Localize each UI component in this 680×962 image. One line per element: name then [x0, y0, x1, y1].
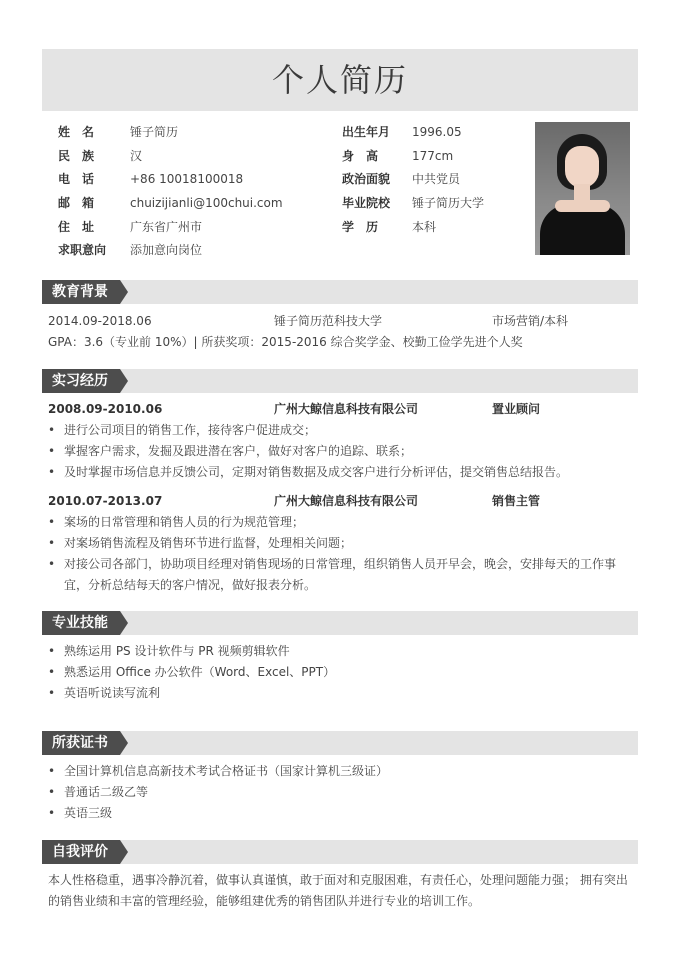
- info-label: 身 高: [342, 149, 379, 163]
- section-header-internship: [42, 369, 638, 393]
- section-title: 专业技能: [42, 611, 120, 635]
- info-label: 邮 箱: [58, 196, 95, 210]
- list-item: • 案场的日常管理和销售人员的行为规范管理；: [48, 515, 305, 529]
- job-period: 2010.07-2013.07: [48, 494, 163, 508]
- job-header: [48, 399, 638, 419]
- section-title: 实习经历: [42, 369, 120, 393]
- info-value: 汉: [130, 149, 143, 163]
- info-value: 锤子简历大学: [412, 196, 485, 210]
- job-period: 2008.09-2010.06: [48, 402, 163, 416]
- info-label: 出生年月: [342, 125, 391, 139]
- section-header-certificates: [42, 731, 638, 755]
- job-company: 广州大鲸信息科技有限公司: [274, 402, 419, 416]
- info-label: 学 历: [342, 220, 379, 234]
- section-header-self-eval: [42, 840, 638, 864]
- profile-photo: [535, 122, 630, 255]
- education-row: [48, 311, 638, 331]
- info-value: 锤子简历: [130, 125, 179, 139]
- list-item: • 全国计算机信息高新技术考试合格证书（国家计算机三级证）: [48, 764, 389, 778]
- info-value: +86 10018100018: [130, 172, 244, 186]
- job-role: 销售主管: [492, 494, 541, 508]
- info-label: 求职意向: [58, 243, 107, 257]
- info-value: 1996.05: [412, 125, 462, 139]
- title-bar: [42, 49, 638, 111]
- job-company: 广州大鲸信息科技有限公司: [274, 494, 419, 508]
- info-label: 住 址: [58, 220, 95, 234]
- list-item: • 及时掌握市场信息并反馈公司，定期对销售数据及成交客户进行分析评估，提交销售总结报告。: [48, 465, 569, 479]
- info-label: 毕业院校: [342, 196, 391, 210]
- page-title: 个人简历: [271, 61, 408, 99]
- info-value: chuizijianli@100chui.com: [130, 196, 283, 210]
- info-value: 中共党员: [412, 172, 461, 186]
- section-header-education: [42, 280, 638, 304]
- info-label: 民 族: [58, 149, 95, 163]
- education-period: 2014.09-2018.06: [48, 314, 152, 328]
- job-role: 置业顾问: [492, 402, 541, 416]
- section-title: 自我评价: [42, 840, 120, 864]
- education-school: 锤子简历范科技大学: [274, 314, 383, 328]
- info-label: 电 话: [58, 172, 95, 186]
- info-label: 姓 名: [58, 125, 95, 139]
- list-item: • 普通话二级乙等: [48, 785, 149, 799]
- info-value: 177cm: [412, 149, 454, 163]
- info-value: 广东省广州市: [130, 220, 203, 234]
- list-item: • 英语听说读写流利: [48, 686, 161, 700]
- list-item: • 对接公司各部门，协助项目经理对销售现场的日常管理，组织销售人员开早会，晚会，安排每天的工作事宜，分析总结每天的客户情况，做好报表分析。: [48, 557, 617, 592]
- section-header-skills: [42, 611, 638, 635]
- list-item: • 英语三级: [48, 806, 113, 820]
- self-eval-text: 本人性格稳重，遇事冷静沉着，做事认真谨慎，敢于面对和克服困难，有责任心，处理问题能力强； 拥有突出的销售业绩和丰富的管理经验，能够组建优秀的销售团队并进行专业的培训工作。: [48, 873, 628, 908]
- list-item: • 熟练运用 PS 设计软件与 PR 视频剪辑软件: [48, 644, 290, 658]
- info-value: 添加意向岗位: [130, 243, 203, 257]
- list-item: • 进行公司项目的销售工作，接待客户促进成交；: [48, 423, 317, 437]
- section-title: 所获证书: [42, 731, 120, 755]
- info-label: 政治面貌: [342, 172, 391, 186]
- info-value: 本科: [412, 220, 437, 234]
- list-item: • 对案场销售流程及销售环节进行监督，处理相关问题；: [48, 536, 353, 550]
- job-header: [48, 491, 638, 511]
- list-item: • 掌握客户需求，发掘及跟进潜在客户，做好对客户的追踪、联系；: [48, 444, 413, 458]
- section-title: 教育背景: [42, 280, 120, 304]
- list-item: • 熟悉运用 Office 办公软件（Word、Excel、PPT）: [48, 665, 336, 679]
- education-gpa: GPA：3.6（专业前 10%）| 所获奖项：2015-2016 综合奖学金、校勤工俭学先进个人奖: [48, 335, 523, 349]
- education-major: 市场营销/本科: [492, 314, 569, 328]
